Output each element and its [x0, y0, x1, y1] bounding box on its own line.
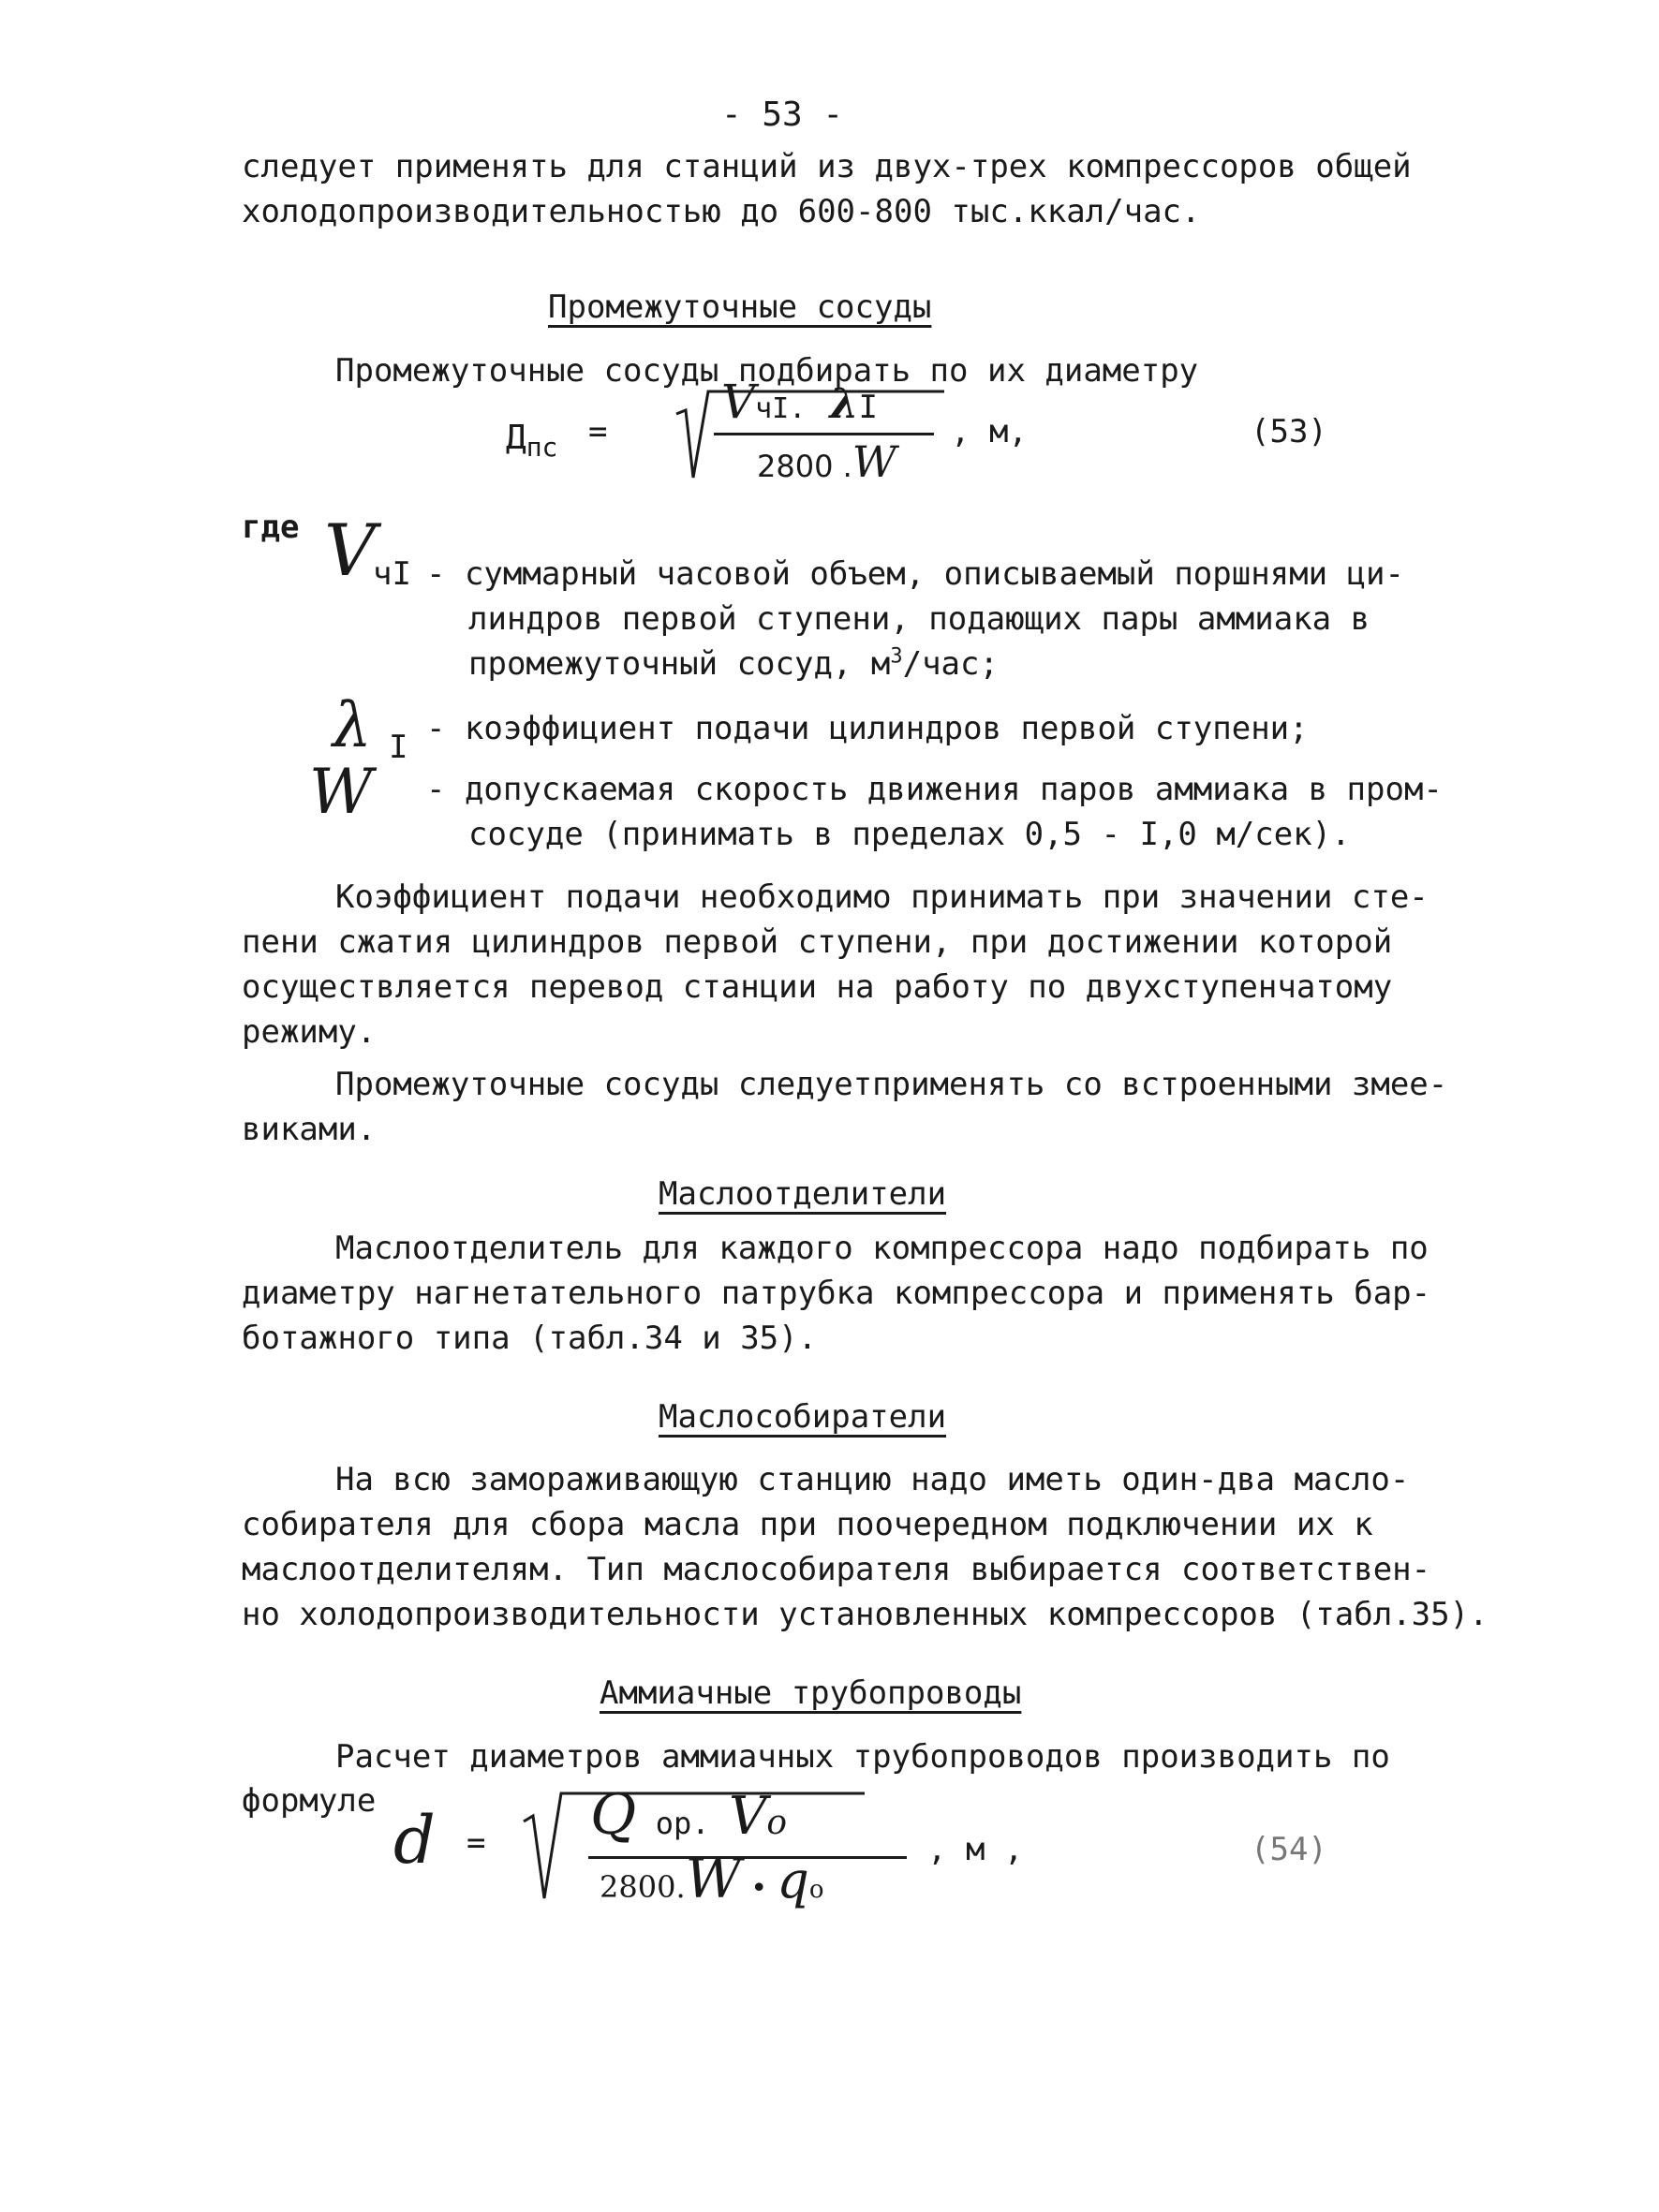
page-number: - 53 - [721, 96, 844, 134]
formula-54-lhs: d [393, 1802, 436, 1879]
para1-line-2: пени сжатия цилиндров первой ступени, при достижении которой [242, 923, 1393, 961]
para2-line-1: Промежуточные сосуды следуетприменять со встроенными змее- [335, 1066, 1448, 1103]
def-symbol-w: W [309, 756, 373, 828]
section4-line-1: Расчет диаметров аммиачных трубопроводов производить по [335, 1738, 1390, 1776]
def-symbol-v: V [324, 509, 376, 592]
def-symbol-lambda-sub: I [389, 729, 408, 766]
section1-intro-text: Промежуточные сосуды подбирать по их диаметру [335, 352, 1199, 390]
formula-53-unit: , м, [951, 413, 1028, 450]
section3-line-1: На всю замораживающую станцию надо иметь один-два масло- [335, 1461, 1410, 1498]
section3-line-4: но холодопроизводительности установленных компрессоров (табл.35). [242, 1596, 1489, 1633]
section3-line-2: собирателя для сбора масла при поочередном подключении их к [242, 1506, 1373, 1543]
formula-54-numerator: Q ор. Vo [590, 1782, 788, 1848]
section3-line-3: маслоотделителям. Тип маслособирателя выбирается соответствен- [242, 1551, 1431, 1588]
para1-line-1: Коэффициент подачи необходимо принимать при значении сте- [335, 878, 1429, 916]
para1-line-3: осуществляется перевод станции на работу по двухступенчатому [242, 968, 1393, 1006]
formula-53-fraction-bar [714, 433, 934, 435]
def-symbol-v-sub: чI [373, 555, 411, 593]
section-heading-ammonia-pipelines: Аммиачные трубопроводы [600, 1674, 1022, 1712]
formula-53-denominator: 2800 .W [757, 436, 897, 487]
intro-line-1: следует применять для станций из двух-трех компрессоров общей [242, 148, 1412, 185]
para2-line-2: виками. [242, 1111, 377, 1148]
section-heading-oil-separators: Маслоотделители [659, 1175, 947, 1213]
section-heading-intermediate-vessels: Промежуточные сосуды [548, 288, 932, 326]
intro-line-2: холодопроизводительностью до 600-800 тыс.ккал/час. [242, 193, 1201, 230]
section2-line-2: диаметру нагнетательного патрубка компрессора и применять бар- [242, 1275, 1431, 1312]
formula-53-numerator: VчI. λI [721, 375, 878, 429]
formula-53-equals: = [588, 413, 608, 450]
section2-line-1: Маслоотделитель для каждого компрессора надо подбирать по [335, 1230, 1429, 1267]
def-v-line-1: - суммарный часовой объем, описываемый поршнями ци- [426, 555, 1404, 593]
section2-line-3: ботажного типа (табл.34 и 35). [242, 1320, 818, 1357]
formula-54-denominator: 2800.W • qo [600, 1847, 824, 1910]
def-symbol-lambda: λ [333, 689, 372, 761]
formula-54-unit: , м , [927, 1831, 1024, 1868]
para1-line-4: режиму. [242, 1013, 377, 1051]
def-v-line-2: линдров первой ступени, подающих пары аммиака в [468, 600, 1370, 638]
section-heading-oil-collectors: Маслособиратели [659, 1398, 947, 1436]
def-w-line-1: - допускаемая скорость движения паров аммиака в пром- [426, 771, 1443, 808]
def-v-line-3: промежуточный сосуд, $м^3$/час; [468, 644, 999, 683]
formula-53-lhs: $Д_{пс}$ [506, 419, 558, 464]
formula-54-equals: = [467, 1824, 486, 1862]
def-lambda-line-1: - коэффициент подачи цилиндров первой ступени; [426, 710, 1309, 747]
def-w-line-2: сосуде (принимать в пределах 0,5 - I,0 м/сек). [468, 816, 1351, 853]
where-label: где [242, 509, 300, 546]
section4-line-2: формуле [242, 1782, 377, 1820]
formula-54-number: (54) [1251, 1831, 1327, 1868]
formula-53-number: (53) [1251, 413, 1327, 450]
